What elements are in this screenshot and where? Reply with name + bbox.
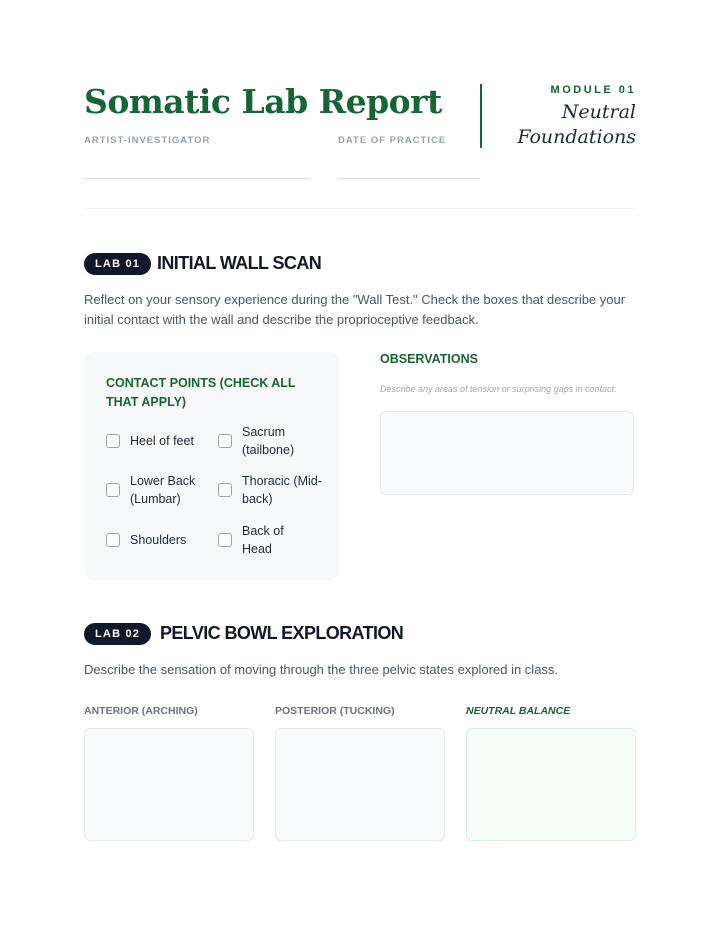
date-of-practice-label: DATE OF PRACTICE [338, 135, 447, 146]
contact-option-label: Heel of feet [130, 434, 194, 448]
checkbox[interactable] [218, 483, 232, 497]
lab-report-page [84, 0, 636, 932]
lab-02-title: PELVIC BOWL EXPLORATION [160, 623, 404, 643]
lab-01-intro: Reflect on your sensory experience during the "Wall Test." Check the boxes that describe your initial contact with the wall and describe the proprioceptive feedback. [84, 292, 626, 327]
contact-option-thoracic[interactable] [218, 472, 322, 508]
contact-option-label: Sacrum (tailbone) [242, 425, 295, 457]
contact-option-label: Thoracic (Mid-back) [242, 474, 322, 506]
observations-hint: Describe any areas of tension or surprising gaps in contact: [380, 384, 617, 394]
neutral-balance-textarea[interactable] [466, 728, 636, 841]
anterior-textarea[interactable] [84, 728, 254, 841]
checkbox[interactable] [106, 434, 120, 448]
contact-option-label: Back of Head [242, 524, 284, 556]
header-divider [480, 84, 482, 148]
contact-option-heel[interactable] [106, 432, 206, 450]
lab-02-badge: LAB 02 [84, 623, 151, 645]
lab-02-intro: Describe the sensation of moving through the three pelvic states explored in class. [84, 662, 559, 677]
contact-option-lower-back[interactable] [106, 472, 206, 508]
contact-option-shoulders[interactable] [106, 531, 206, 549]
artist-investigator-label: ARTIST-INVESTIGATOR [84, 135, 211, 146]
module-label: MODULE 01 [550, 84, 636, 96]
contact-points-title: CONTACT POINTS (CHECK ALL THAT APPLY) [106, 376, 296, 409]
contact-points-card [84, 352, 339, 580]
page-title: Somatic Lab Report [84, 82, 442, 121]
observations-title: OBSERVATIONS [380, 352, 478, 366]
checkbox[interactable] [218, 434, 232, 448]
module-name: Neutral Foundations [517, 101, 636, 148]
contact-option-sacrum[interactable] [218, 423, 322, 459]
contact-option-label: Shoulders [130, 533, 187, 547]
contact-option-label: Lower Back (Lumbar) [130, 474, 196, 506]
checkbox[interactable] [218, 533, 232, 547]
anterior-label: ANTERIOR (ARCHING) [84, 705, 198, 717]
posterior-label: POSTERIOR (TUCKING) [275, 705, 395, 717]
checkbox[interactable] [106, 483, 120, 497]
neutral-balance-label: NEUTRAL BALANCE [466, 705, 571, 717]
artist-investigator-field[interactable] [84, 178, 310, 179]
lab-01-title: INITIAL WALL SCAN [157, 253, 322, 273]
checkbox[interactable] [106, 533, 120, 547]
date-of-practice-field[interactable] [338, 178, 480, 179]
posterior-textarea[interactable] [275, 728, 445, 841]
lab-01-badge: LAB 01 [84, 253, 151, 275]
contact-option-back-of-head[interactable] [218, 522, 298, 558]
header-rule [84, 208, 636, 209]
observations-textarea[interactable] [380, 411, 634, 495]
